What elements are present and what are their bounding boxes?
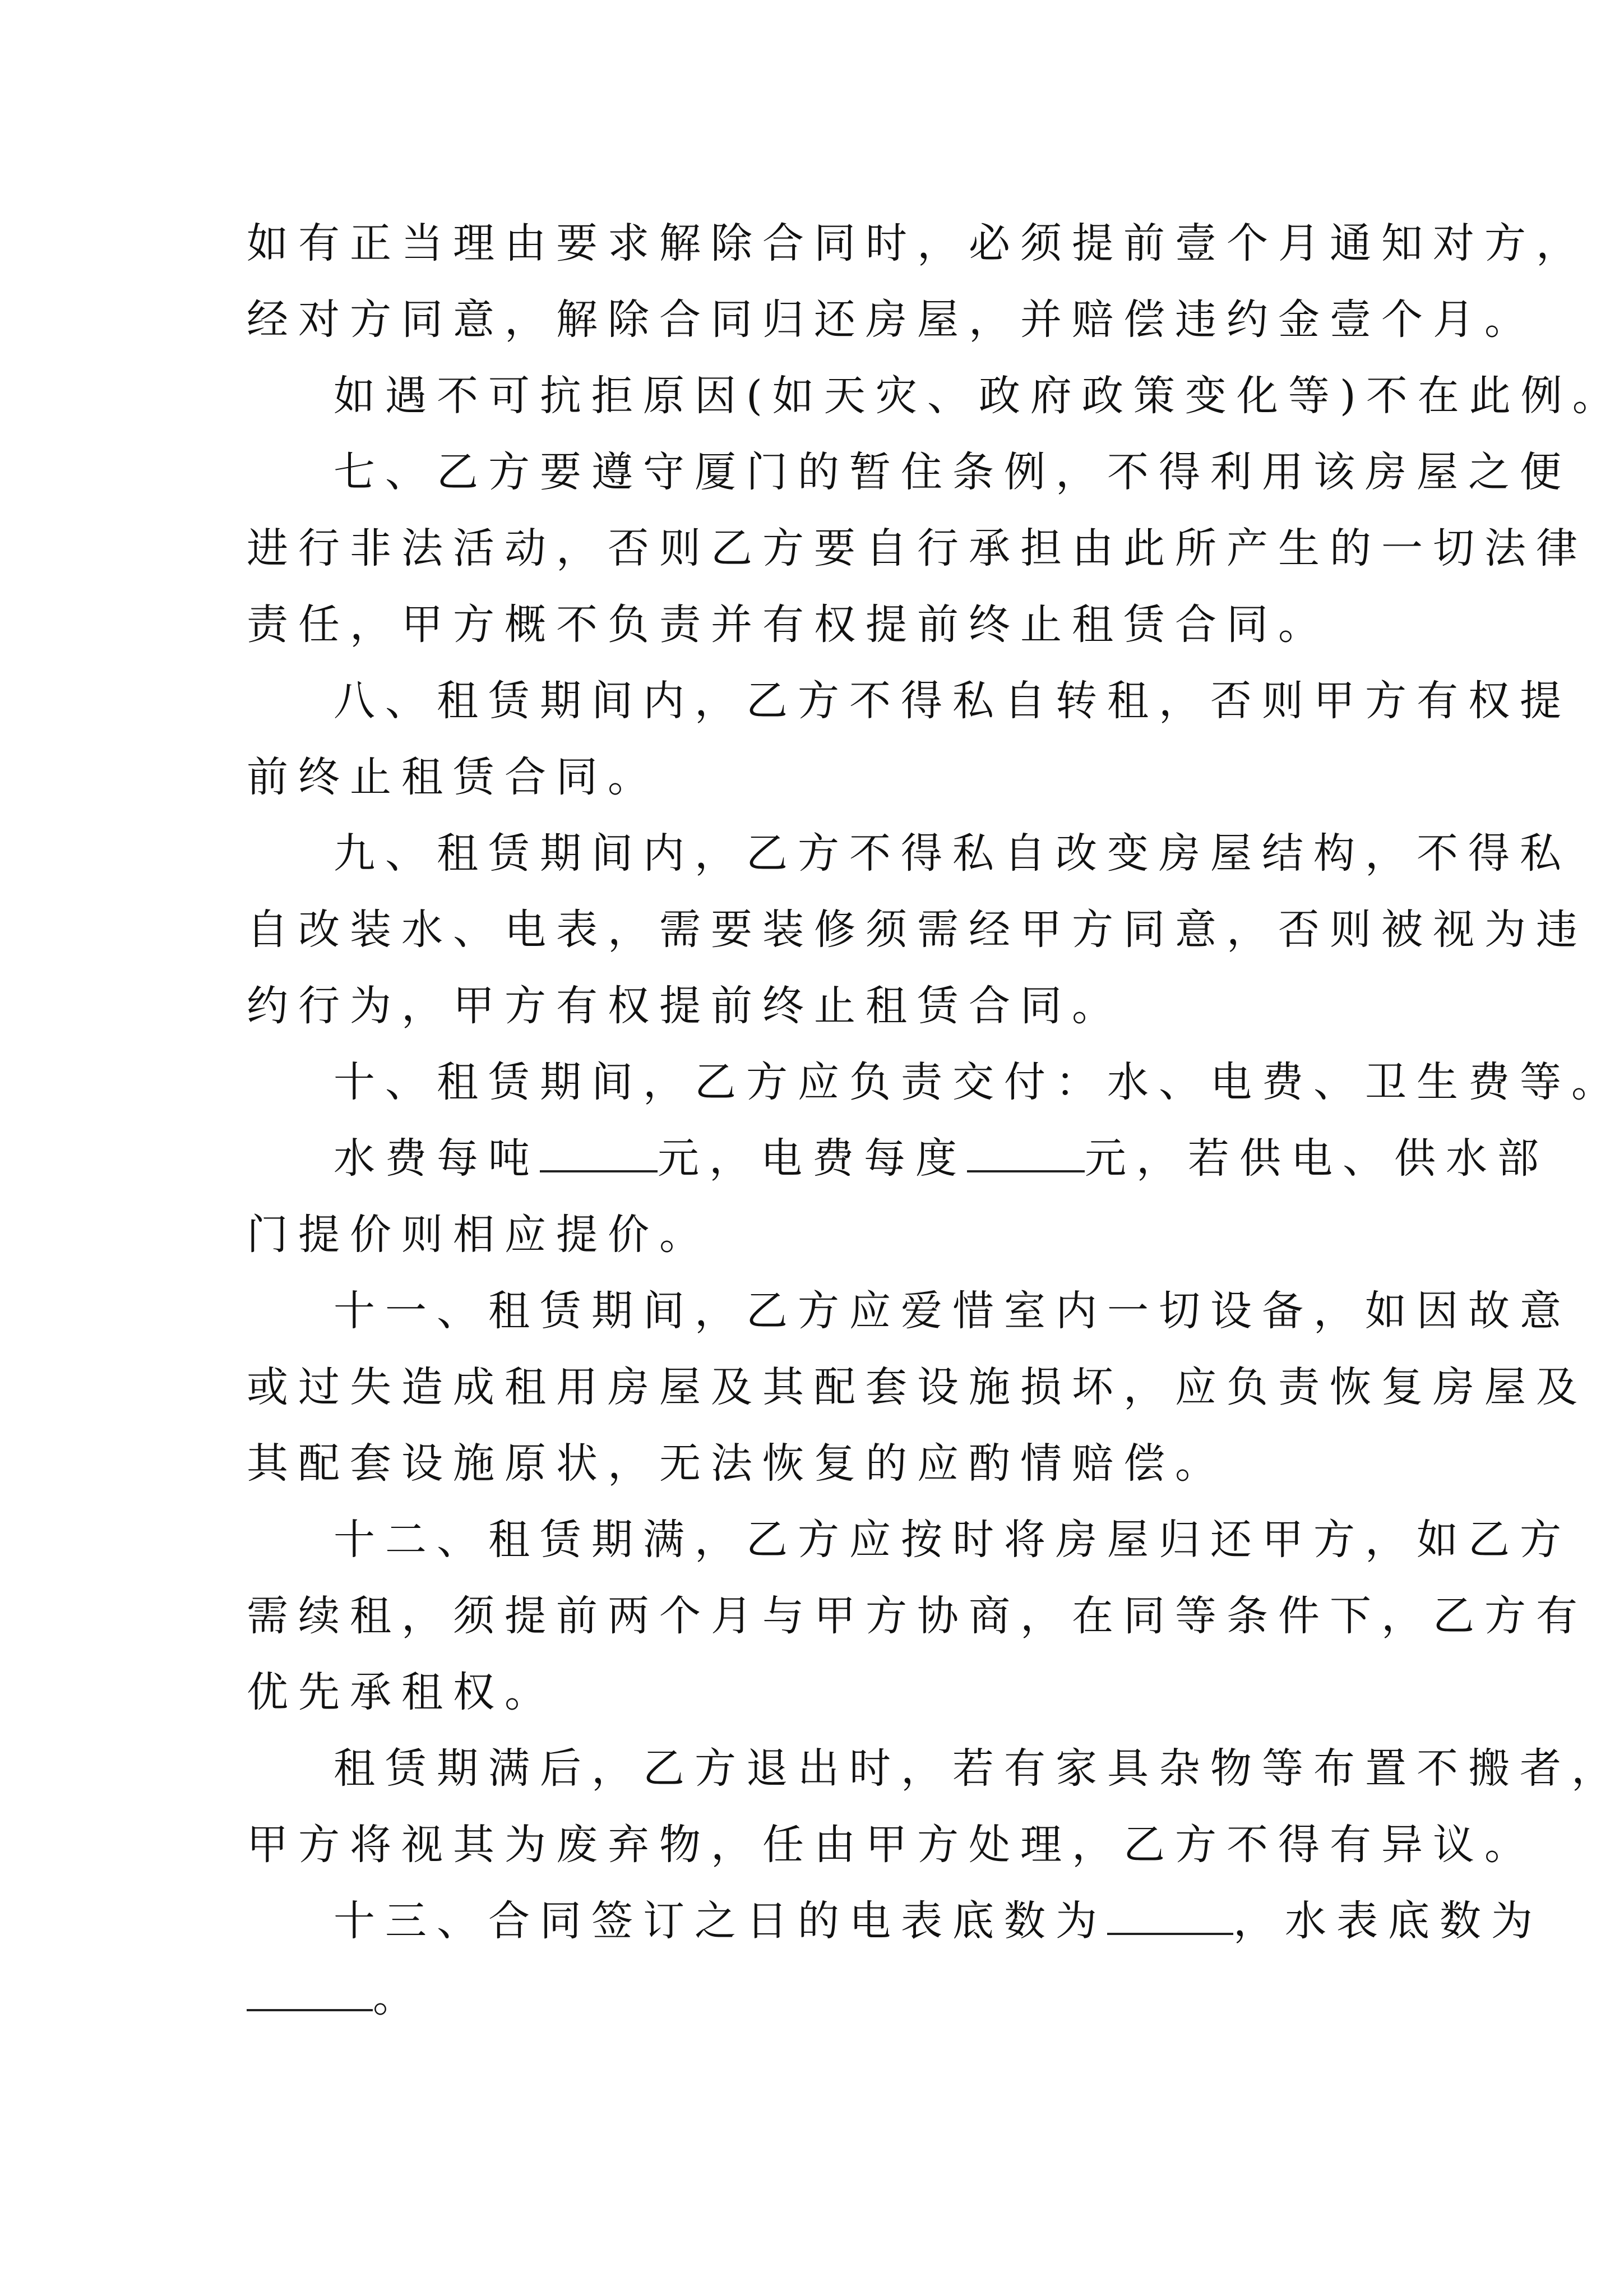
fees-line (247, 1130, 1549, 1186)
text-line: 约行为，甲方有权提前终止租赁合同。 (247, 982, 1123, 1030)
meter-end-text: 。 (373, 1973, 424, 2021)
text-line: 八、租赁期间内，乙方不得私自转租，否则甲方有权提 (334, 677, 1571, 725)
meter-text-electric: 十三、合同签订之日的电表底数为 (334, 1897, 1107, 1945)
text-line: 前终止租赁合同。 (247, 753, 659, 801)
text-line: 门提价则相应提价。 (247, 1211, 711, 1259)
text-line: 七、乙方要遵守厦门的暂住条例，不得利用该房屋之便 (334, 448, 1571, 496)
water-meter-blank[interactable] (247, 1974, 373, 2011)
text-line: 十、租赁期间，乙方应负责交付：水、电费、卫生费等。 (334, 1058, 1623, 1106)
water-fee-blank[interactable] (540, 1135, 658, 1172)
meter-line (247, 1893, 1543, 1949)
electric-fee-blank[interactable] (967, 1135, 1085, 1172)
text-line: 甲方将视其为废弃物，任由甲方处理，乙方不得有异议。 (247, 1821, 1536, 1869)
meter-line-end (247, 1969, 1401, 2025)
text-line: 如遇不可抗拒原因(如天灾、政府政策变化等)不在此例。 (334, 372, 1624, 420)
text-line: 责任，甲方概不负责并有权提前终止租赁合同。 (247, 601, 1330, 649)
text-line: 经对方同意，解除合同归还房屋，并赔偿违约金壹个月。 (247, 295, 1536, 344)
text-line: 或过失造成租用房屋及其配套设施损坏，应负责恢复房屋及 (247, 1363, 1588, 1411)
text-line: 需续租，须提前两个月与甲方协商，在同等条件下，乙方有 (247, 1592, 1588, 1640)
text-line: 租赁期满后，乙方退出时，若有家具杂物等布置不搬者， (334, 1744, 1623, 1793)
text-line: 自改装水、电表，需要装修须需经甲方同意，否则被视为违 (247, 906, 1588, 954)
meter-text-water: ，水表底数为 (1233, 1897, 1543, 1945)
text-line: 进行非法活动，否则乙方要自行承担由此所产生的一切法律 (247, 524, 1588, 572)
text-line: 如有正当理由要求解除合同时，必须提前壹个月通知对方， (247, 219, 1588, 267)
text-line: 其配套设施原状，无法恢复的应酌情赔偿。 (247, 1439, 1227, 1488)
text-line: 优先承租权。 (247, 1668, 556, 1716)
text-line: 十一、租赁期间，乙方应爱惜室内一切设备，如因故意 (334, 1287, 1571, 1335)
fees-text-tail: 元，若供电、供水部 (1085, 1134, 1549, 1183)
fees-text-water: 水费每吨 (334, 1134, 540, 1183)
text-line: 十二、租赁期满，乙方应按时将房屋归还甲方，如乙方 (334, 1516, 1571, 1564)
fees-text-electric: 元，电费每度 (658, 1134, 967, 1183)
electric-meter-blank[interactable] (1107, 1898, 1233, 1935)
text-line: 九、租赁期间内，乙方不得私自改变房屋结构，不得私 (334, 829, 1571, 878)
